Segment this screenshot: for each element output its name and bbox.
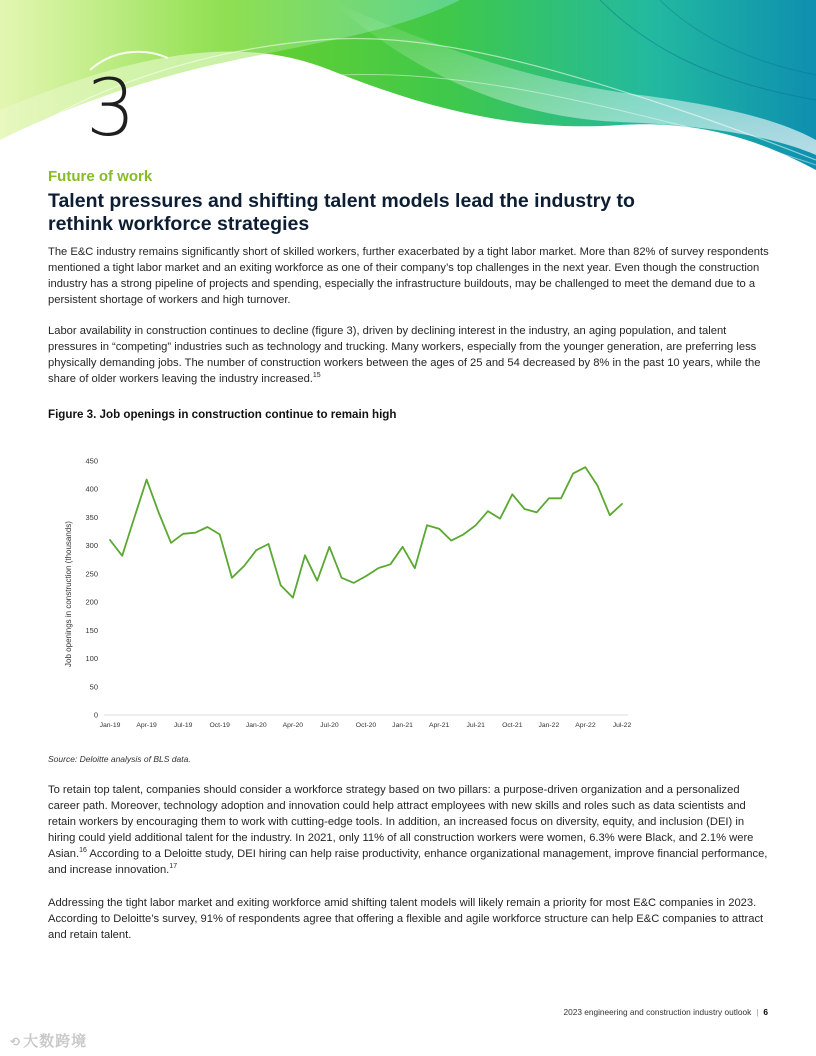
data-point-mar-19 <box>134 517 135 518</box>
data-point-dec-21 <box>536 512 537 513</box>
data-point-jun-21 <box>463 534 464 535</box>
paragraph-3-text-b: According to a Deloitte study, DEI hiring can help raise productivity, enhance organizational management, improve financial performance, and increase innovation. <box>48 848 768 877</box>
data-point-aug-20 <box>341 577 342 578</box>
x-tick-jul-19: Jul-19 <box>173 722 193 729</box>
paragraph-4: Addressing the tight labor market and exiting workforce amid shifting talent models will likely remain a priority for most E&C companies in 2023. According to Deloitte’s survey, 91% of respondents agree that offering a flexible and agile workforce structure can help E&C companies to attract and retain talent. <box>48 897 764 942</box>
footer-report-title: 2023 engineering and construction industry outlook <box>563 1007 752 1017</box>
paragraph-2-text: Labor availability in construction continues to decline (figure 3), driven by declining interest in the industry, an aging population, and talent pressures in “competing” industries such as technology and trucking. Many workers, especially from the younger generation, are preferring less physically demanding jobs. The number of construction workers between the ages of 25 and 54 decreased by 8% in the past 10 years, while the share of older workers leaving the industry increased. <box>48 325 761 386</box>
data-point-jan-21 <box>402 546 403 547</box>
x-tick-oct-21: Oct-21 <box>502 722 523 729</box>
y-tick-400: 400 <box>85 484 98 494</box>
figure-source: Source: Deloitte analysis of BLS data. <box>48 754 191 764</box>
x-tick-oct-20: Oct-20 <box>355 722 377 729</box>
data-point-feb-20 <box>268 543 269 544</box>
data-point-jul-21 <box>475 525 476 526</box>
data-point-apr-22 <box>585 467 586 468</box>
data-point-mar-22 <box>573 473 574 474</box>
x-tick-jul-21: Jul-21 <box>466 722 485 729</box>
y-axis-label-group <box>64 521 73 667</box>
data-point-oct-20 <box>365 576 366 577</box>
data-point-nov-19 <box>231 577 232 578</box>
data-point-sep-21 <box>500 518 501 519</box>
footer-separator: | <box>756 1007 759 1017</box>
data-point-oct-19 <box>219 534 220 535</box>
data-point-jun-20 <box>317 580 318 581</box>
paragraph-3-text-a: To retain top talent, companies should consider a workforce strategy based on two pillars: a purpose-driven organization and a personalized career path. Moreover, technology adoption and innovation could help attract employees with new skills and roles such as data scientists and retain workers by encouraging them to work with cutting-edge tools. In addition, an increased focus on diversity, equity, and inclusion (DEI) in hiring could yield additional talent for the industry. In 2021, only 11% of all construction workers were women, 6.3% were Black, and 2.1% were Asian. <box>48 784 754 861</box>
x-tick-apr-19: Apr-19 <box>136 722 157 729</box>
data-point-apr-19 <box>146 479 147 480</box>
data-point-oct-21 <box>512 494 513 495</box>
page-title: Talent pressures and shifting talent models lead the industry to rethink workforce strategies <box>48 190 635 235</box>
data-point-jul-22 <box>621 503 622 504</box>
data-point-jan-22 <box>548 498 549 499</box>
data-point-may-19 <box>158 512 159 513</box>
y-tick-200: 200 <box>85 597 98 607</box>
y-tick-100: 100 <box>85 654 98 664</box>
y-tick-0: 0 <box>93 710 98 720</box>
x-tick-apr-20: Apr-20 <box>282 722 304 729</box>
data-point-jun-19 <box>170 542 171 543</box>
data-point-may-22 <box>597 485 598 486</box>
watermark-logo-icon: ⟲ <box>10 1035 22 1049</box>
job-openings-chart <box>48 448 648 748</box>
paragraph-2 <box>48 323 770 387</box>
x-tick-jul-20: Jul-20 <box>320 722 339 729</box>
footnote-ref-15[interactable]: 15 <box>312 372 321 380</box>
data-point-feb-21 <box>414 568 415 569</box>
footnote-ref-17[interactable]: 17 <box>169 863 178 871</box>
x-tick-apr-21: Apr-21 <box>428 722 450 729</box>
x-tick-jan-22: Jan-22 <box>538 722 560 729</box>
data-point-nov-21 <box>524 508 525 509</box>
data-point-may-21 <box>451 540 452 541</box>
x-tick-jan-21: Jan-21 <box>392 722 413 729</box>
data-point-jan-19 <box>109 539 110 540</box>
x-tick-jan-19: Jan-19 <box>99 722 121 729</box>
y-tick-50: 50 <box>89 682 98 692</box>
y-tick-350: 350 <box>85 512 98 522</box>
data-point-dec-20 <box>390 564 391 565</box>
y-tick-300: 300 <box>85 541 98 551</box>
y-tick-150: 150 <box>85 625 98 635</box>
page-footer <box>563 1007 768 1017</box>
data-point-aug-19 <box>195 532 196 533</box>
data-point-jan-20 <box>256 550 257 551</box>
page-number: 6 <box>763 1007 768 1017</box>
data-point-feb-22 <box>560 498 561 499</box>
data-point-sep-20 <box>353 582 354 583</box>
y-tick-450: 450 <box>85 456 98 466</box>
data-point-nov-20 <box>378 568 379 569</box>
x-tick-jan-20: Jan-20 <box>245 722 267 729</box>
section-kicker: Future of work <box>48 168 153 185</box>
data-point-mar-20 <box>280 585 281 586</box>
data-point-may-20 <box>304 555 305 556</box>
data-point-dec-19 <box>244 565 245 566</box>
watermark-text: 大数跨境 <box>23 1033 88 1050</box>
data-point-mar-21 <box>426 525 427 526</box>
section-number: 3 <box>86 64 134 154</box>
data-point-jul-20 <box>329 546 330 547</box>
paragraph-3 <box>48 782 770 879</box>
y-axis-label: Job openings in construction (thousands) <box>64 521 73 667</box>
data-point-jul-19 <box>183 533 184 534</box>
y-axis-ticks <box>85 457 98 720</box>
x-tick-oct-19: Oct-19 <box>209 722 230 729</box>
x-axis-ticks <box>100 722 632 729</box>
footnote-ref-16[interactable]: 16 <box>79 847 87 855</box>
figure-title: Figure 3. Job openings in construction continue to remain high <box>48 408 397 421</box>
data-point-sep-19 <box>207 526 208 527</box>
paragraph-1: The E&C industry remains significantly short of skilled workers, further exacerbated by a tight labor market. More than 82% of survey respondents mentioned a tight labor market and an exiting workforce as one of their company’s top challenges in the next year. Even though the construction industry has a strong pipeline of projects and spending, especially the infrastructure buildouts, may be challenged to meet the demand due to a persistent shortage of workers and high turnover. <box>48 246 769 307</box>
data-point-apr-21 <box>439 528 440 529</box>
watermark <box>10 1030 87 1051</box>
series-points <box>109 467 622 599</box>
data-point-aug-21 <box>487 511 488 512</box>
data-point-feb-19 <box>122 555 123 556</box>
x-tick-apr-22: Apr-22 <box>575 722 596 729</box>
x-tick-jul-22: Jul-22 <box>612 722 632 729</box>
data-point-apr-20 <box>292 597 293 598</box>
series-line-job-openings <box>110 467 622 597</box>
data-point-jun-22 <box>609 515 610 516</box>
y-tick-250: 250 <box>85 569 98 579</box>
